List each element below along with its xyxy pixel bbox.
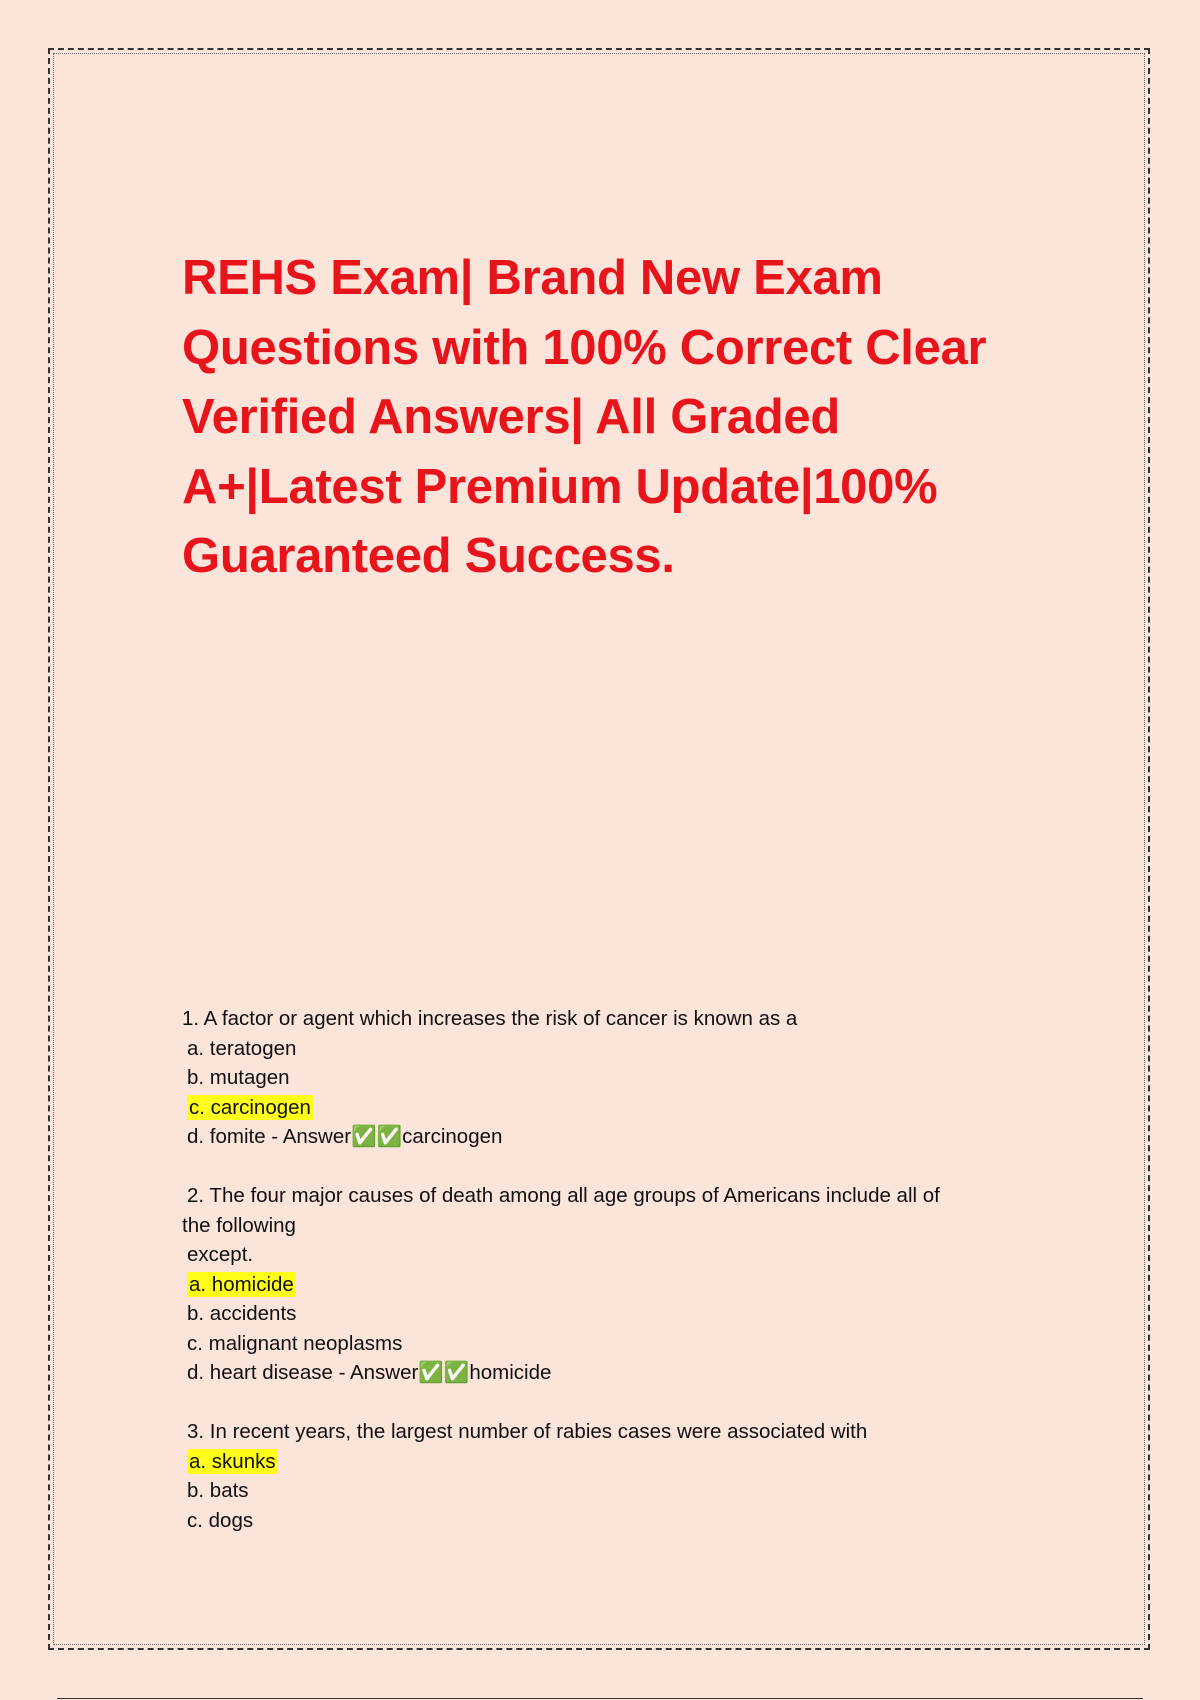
- answer-option: [182, 1506, 1022, 1536]
- answer-option: [182, 1358, 1022, 1388]
- answer-option-correct: [182, 1270, 1022, 1300]
- question-prompt: 3. In recent years, the largest number of rabies cases were associated with: [187, 1420, 868, 1443]
- question-3: [182, 1417, 1022, 1535]
- question-list: [182, 1004, 1022, 1565]
- option-text: c. dogs: [187, 1508, 254, 1532]
- option-text: a. teratogen: [187, 1036, 297, 1060]
- option-text: c. malignant neoplasms: [187, 1331, 403, 1355]
- option-text: b. mutagen: [187, 1066, 290, 1089]
- question-2: [182, 1181, 1022, 1388]
- answer-option: [182, 1329, 1022, 1359]
- option-text: b. bats: [187, 1479, 249, 1502]
- highlighted-answer: a. skunks: [189, 1449, 276, 1473]
- question-prompt: 1. A factor or agent which increases the risk of cancer is known as a: [182, 1007, 798, 1030]
- highlighted-answer: c. carcinogen: [189, 1095, 311, 1119]
- option-text: d. heart disease - Answer✅✅homicide: [187, 1361, 552, 1384]
- answer-option-correct: [182, 1093, 1022, 1123]
- question-prompt: 2. The four major causes of death among all age groups of Americans include all of: [187, 1184, 940, 1207]
- answer-option: [182, 1122, 1022, 1152]
- answer-option: [182, 1299, 1022, 1329]
- highlighted-answer: a. homicide: [189, 1272, 294, 1296]
- document-title: [182, 244, 1042, 592]
- title-line: Questions with 100% Correct Clear: [182, 320, 987, 375]
- answer-option: [182, 1034, 1022, 1064]
- answer-option-correct: [182, 1447, 1022, 1477]
- question-prompt: the following: [182, 1213, 296, 1237]
- option-text: b. accidents: [187, 1302, 297, 1325]
- answer-option: [182, 1476, 1022, 1506]
- question-prompt: except.: [187, 1243, 254, 1266]
- title-line: Verified Answers| All Graded: [182, 390, 840, 444]
- question-1: [182, 1004, 1022, 1152]
- title-line: A+|Latest Premium Update|100%: [182, 459, 938, 514]
- title-line: Guaranteed Success.: [182, 529, 675, 583]
- option-text: d. fomite - Answer✅✅carcinogen: [187, 1125, 503, 1148]
- answer-option: [182, 1063, 1022, 1093]
- footer-rule: [57, 1698, 1143, 1699]
- title-line: REHS Exam| Brand New Exam: [182, 251, 883, 305]
